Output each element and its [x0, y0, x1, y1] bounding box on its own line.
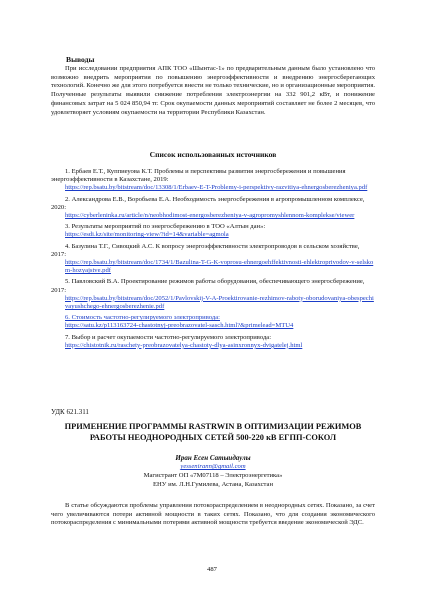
conclusions-heading: Выводы — [66, 55, 95, 64]
reference-text: 5. Павловский В.А. Проектирование режимов работы оборудования, обеспечивающего энергосбережение, 2017: — [51, 278, 365, 294]
author-degree: Магистрант ОП «7M07118 – Электроэнергетика» — [143, 472, 283, 479]
reference-text: 1. Ербаев Е.Т., Куппиеуова К.Т. Проблемы и перспективы развития энергосбережения и повышения энергоэффективности в Казахстане, 2019: — [51, 168, 346, 184]
page-number: 487 — [207, 566, 217, 573]
udk-code: УДК 621.311 — [51, 408, 89, 416]
reference-item — [51, 334, 375, 350]
reference-link[interactable]: https://cyberleninka.ru/article/n/neobhodimost-energosberezheniya-v-agropromyshlennom-komplekse/viewer — [65, 212, 355, 220]
reference-text: 7. Выбор и расчет окупаемости частотно-регулируемого электропривода: — [65, 333, 272, 341]
author-email[interactable]: yessenirann@gmail.com — [180, 463, 246, 470]
reference-link[interactable]: https://chistotnik.ru/raschety-preobrazovatelya-chastoty-dlya-asinxronnyx-dvigatelej.html — [65, 341, 303, 349]
reference-item — [51, 278, 375, 311]
reference-item — [51, 168, 375, 193]
references-list — [51, 168, 375, 350]
reference-text: 2. Александрова Е.В., Воробьева Е.А. Необходимость энергосбережения в агропромышленном комплексе, 2020: — [51, 195, 365, 211]
reference-text: 6. Стоимость частотно-регулируемого электропривода: — [65, 314, 220, 322]
reference-link[interactable]: https://rep.bsatu.by/bitstream/doc/2052/1/Pavlovskij-V-A-Proektirovanie-rezhimov-raboty-oborudovaniya-obespechivayushchego-ehnergosberezhenie.pdf — [65, 294, 374, 311]
article-abstract: В статье обсуждаются проблемы управления потокораспределением в неоднородных сетях. Показано, за счет чего увеличиваются потери активной мощности в таких сетях. Показано, что для создания экономического потокораспределения с минимальными потерями активной мощности требуется введение экономической ЭДС. — [51, 502, 375, 527]
reference-item — [51, 243, 375, 276]
author-affiliation: ЕНУ им. Л.Н.Гумилева, Астана, Казахстан — [153, 481, 273, 488]
reference-link[interactable]: https://satu.kz/p113163724-chastotnyj-preobrazovatel-sasch.html?&primelead=MTU4 — [65, 322, 294, 330]
author-name: Иран Есен Сатыидаулы — [175, 454, 251, 462]
reference-item — [51, 314, 375, 330]
reference-text: 3. Результаты мероприятий по энергосбережению в ТОО «Алтын дан»: — [65, 223, 266, 231]
reference-item — [51, 223, 375, 239]
reference-item — [51, 196, 375, 221]
references-heading: Список использованных источников — [149, 150, 277, 159]
reference-link[interactable]: https://rep.bsatu.by/bitstream/doc/1734/1/Bazulina-T-G-K-voprosu-ehnergoehffektivnosti-ehlektroprivodov-v-selskom-hozyajstve.pdf — [65, 259, 374, 275]
reference-link[interactable]: https://esdi.kz/site/monitoring-view/?id=14&variable=agmola — [65, 231, 229, 239]
reference-text: 4. Базулина Т.Г., Сивоцкий А.С. К вопросу энергоэффективности электропроводов в сельском хозяйстве, 2017: — [51, 242, 360, 258]
reference-link[interactable]: https://rep.bsatu.by/bitstream/doc/13308/1/Erbaev-E-T-Problemy-i-perspektivy-razvitiya-ehnergosberezheniya.pdf — [65, 184, 368, 192]
article-title: ПРИМЕНЕНИЕ ПРОГРАММЫ RASTRWIN В ОПТИМИЗАЦИИ РЕЖИМОВ РАБОТЫ НЕОДНОРОДНЫХ СЕТЕЙ 500-220 кВ ЕГПП-СОКОЛ — [64, 422, 362, 442]
conclusions-paragraph: При исследовании предприятия АПК ТОО «Шынтас-1» по предварительным данным было установлено что возможно внедрить мероприятия по повышению энергоэффективности и внедрению энергосберегающих технологий. Конечно же для этого потребуется внести не только технические, но и организационные мероприятия. Полученные результаты выявили снижение потребления электроэнергии на 332 901,2 кВт, и понижение финансовых затрат на 5 024 850,94 тг. Срок окупаемости данных мероприятий составляет не более 2 месяцев, что удовлетворяет условиям окупаемости на территории Республики Казахстан. — [51, 65, 375, 116]
